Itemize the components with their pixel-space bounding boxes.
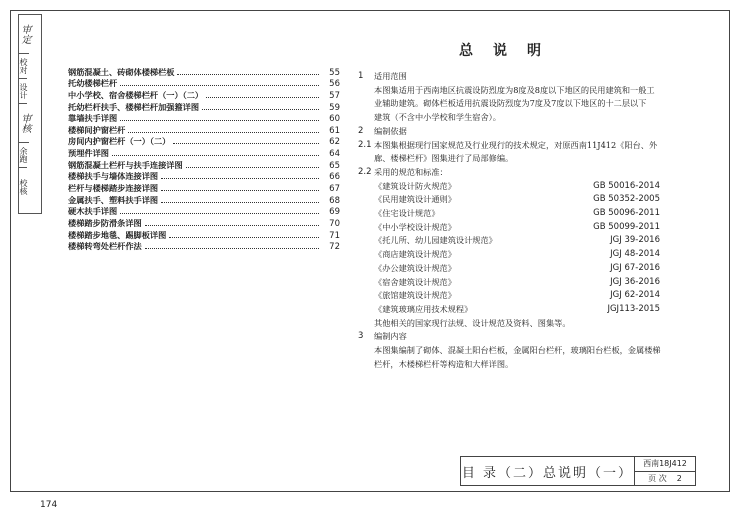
paragraph-line: 本图集适用于西南地区抗震设防烈度为8度及8度以下地区的民用建筑和一般工 bbox=[374, 84, 655, 95]
toc-leader bbox=[128, 132, 319, 133]
standard-code: JGJ 39-2016 bbox=[610, 235, 660, 246]
page-index-label: 页 次 bbox=[648, 473, 667, 483]
toc-leader bbox=[120, 120, 319, 121]
section-number: 2 bbox=[358, 125, 364, 136]
standard-name: 《住宅设计规范》 bbox=[374, 208, 440, 219]
toc-title: 托幼楼梯栏杆 bbox=[68, 78, 118, 89]
toc-leader bbox=[206, 97, 319, 98]
general-notes-heading: 总说明 bbox=[459, 43, 561, 59]
section-number: 1 bbox=[358, 71, 364, 81]
section-title: 编制内容 bbox=[374, 331, 407, 342]
paragraph-line: 建筑（不含中小学校和学生宿舍）。 bbox=[374, 112, 501, 123]
section-2-header bbox=[358, 125, 674, 139]
standard-row bbox=[358, 303, 674, 317]
toc-page: 62 bbox=[329, 137, 340, 148]
paragraph-line: 业辅助建筑。砌体栏板适用抗震设防烈度为7度及7度以下地区的十二层以下 bbox=[374, 98, 647, 109]
toc-row bbox=[68, 182, 340, 194]
page-number: 174 bbox=[40, 500, 58, 510]
standard-name: 《民用建筑设计通则》 bbox=[374, 194, 456, 205]
page-index-value: 2 bbox=[676, 473, 682, 483]
standard-code: JGJ 62-2014 bbox=[610, 290, 660, 301]
standard-name: 《托儿所、幼儿园建筑设计规范》 bbox=[374, 235, 497, 246]
toc-title: 楼梯转弯处栏杆作法 bbox=[68, 241, 142, 252]
sidebar-cell: 设计 bbox=[19, 79, 27, 104]
section-2-1 bbox=[358, 139, 674, 153]
standard-row bbox=[358, 262, 674, 276]
toc-row bbox=[68, 229, 340, 241]
toc-title: 靠墙扶手详图 bbox=[68, 113, 118, 124]
section-number: 3 bbox=[358, 331, 364, 342]
toc-page: 66 bbox=[329, 172, 340, 183]
toc-row bbox=[68, 171, 340, 183]
toc-page: 64 bbox=[329, 149, 340, 160]
toc-page: 67 bbox=[329, 184, 340, 195]
toc-row bbox=[68, 147, 340, 159]
toc-leader bbox=[145, 248, 319, 249]
toc-row bbox=[68, 217, 340, 229]
standard-code: JGJ 48-2014 bbox=[610, 249, 660, 260]
standard-name: 《商店建筑设计规范》 bbox=[374, 249, 456, 260]
standard-row bbox=[358, 248, 674, 262]
standard-code: JGJ113-2015 bbox=[607, 303, 660, 314]
toc-page: 60 bbox=[329, 114, 340, 125]
toc-row bbox=[68, 78, 340, 90]
title-block-meta bbox=[635, 457, 695, 485]
toc-row bbox=[68, 136, 340, 148]
toc-row bbox=[68, 124, 340, 136]
standard-row bbox=[358, 234, 674, 248]
sidebar-cell: 校核 bbox=[19, 179, 28, 195]
toc-title: 预埋件详图 bbox=[68, 148, 109, 159]
standard-code: GB 50352-2005 bbox=[593, 194, 660, 205]
paragraph-line: 本图集根据现行国家规范及行业现行的技术规定，对原西南11J412《阳台、外 bbox=[374, 139, 658, 150]
toc-title: 硬木扶手详图 bbox=[68, 206, 118, 217]
standard-row bbox=[358, 180, 674, 194]
standard-code: GB 50099-2011 bbox=[593, 221, 660, 232]
toc-title: 中小学校、宿舍楼梯栏杆（一）（二） bbox=[68, 89, 204, 100]
toc-title: 房间内护窗栏杆（一）（二） bbox=[68, 136, 171, 147]
page-index bbox=[635, 472, 695, 486]
toc-page: 72 bbox=[329, 242, 340, 253]
toc-page: 55 bbox=[329, 67, 340, 78]
toc-leader bbox=[177, 74, 319, 75]
toc-title: 楼梯间护窗栏杆 bbox=[68, 124, 126, 135]
section-title: 编制依据 bbox=[374, 125, 407, 136]
toc-leader bbox=[173, 143, 319, 144]
toc-leader bbox=[202, 109, 319, 110]
toc-page: 59 bbox=[329, 102, 340, 113]
standard-name: 《建筑设计防火规范》 bbox=[374, 180, 456, 191]
toc-title: 钢筋混凝土、砖砌体楼梯栏板 bbox=[68, 66, 175, 77]
sidebar-cell: 审核 bbox=[19, 104, 29, 143]
toc-leader bbox=[120, 85, 319, 86]
standard-code: GB 50096-2011 bbox=[593, 208, 660, 219]
toc-row bbox=[68, 241, 340, 253]
section-title: 采用的规范和标准： bbox=[374, 166, 448, 177]
toc-leader bbox=[161, 190, 319, 191]
table-of-contents bbox=[68, 66, 340, 252]
toc-page: 65 bbox=[329, 160, 340, 171]
toc-title: 金属扶手、塑料扶手详图 bbox=[68, 194, 159, 205]
sidebar-cell: 校对 bbox=[19, 54, 27, 79]
toc-leader bbox=[186, 167, 319, 168]
standard-code: JGJ 36-2016 bbox=[610, 276, 660, 287]
standard-code: JGJ 67-2016 bbox=[610, 262, 660, 273]
toc-page: 61 bbox=[329, 125, 340, 136]
toc-row bbox=[68, 101, 340, 113]
approval-sidebar bbox=[18, 14, 42, 214]
toc-row bbox=[68, 113, 340, 125]
paragraph-line: 其他相关的国家现行法规、设计规范及资料、图集等。 bbox=[374, 317, 571, 328]
toc-page: 68 bbox=[329, 195, 340, 206]
toc-row bbox=[68, 159, 340, 171]
toc-title: 楼梯踏步防滑条详图 bbox=[68, 217, 142, 228]
toc-leader bbox=[120, 213, 319, 214]
title-block bbox=[460, 456, 696, 486]
section-number: 2.2 bbox=[358, 166, 372, 177]
toc-leader bbox=[161, 202, 319, 203]
paragraph-line: 本图集编制了砌体、混凝土阳台栏板，金属阳台栏杆，玻璃阳台栏板，金属楼梯 bbox=[374, 345, 661, 356]
section-2-2 bbox=[358, 166, 674, 180]
section-1-header bbox=[358, 70, 674, 84]
paragraph-line: 栏杆，木楼梯栏杆等构造和大样详图。 bbox=[374, 358, 514, 369]
toc-title: 钢筋混凝土栏杆与扶手连接详图 bbox=[68, 159, 183, 170]
toc-page: 71 bbox=[329, 230, 340, 241]
drawing-title: 目 录（二）总说明（一） bbox=[461, 457, 635, 485]
sidebar-cell: 余跑 bbox=[19, 143, 27, 168]
standard-name: 《办公建筑设计规范》 bbox=[374, 262, 456, 273]
toc-row bbox=[68, 66, 340, 78]
standard-row bbox=[358, 193, 674, 207]
toc-page: 57 bbox=[329, 90, 340, 101]
standard-name: 《中小学校设计规范》 bbox=[374, 221, 456, 232]
toc-leader bbox=[161, 178, 319, 179]
general-notes bbox=[358, 70, 674, 371]
toc-leader bbox=[169, 237, 319, 238]
toc-row bbox=[68, 89, 340, 101]
toc-title: 栏杆与楼梯踏步连接详图 bbox=[68, 183, 159, 194]
toc-page: 56 bbox=[329, 79, 340, 90]
toc-page: 70 bbox=[329, 218, 340, 229]
section-3-header bbox=[358, 330, 674, 344]
toc-row bbox=[68, 194, 340, 206]
standard-row bbox=[358, 289, 674, 303]
paragraph-line: 廊、楼梯栏杆》图集进行了局部修编。 bbox=[374, 153, 514, 164]
standard-code: GB 50016-2014 bbox=[593, 180, 660, 191]
section-number: 2.1 bbox=[358, 139, 372, 150]
standard-row bbox=[358, 221, 674, 235]
toc-title: 楼梯扶手与墙体连接详图 bbox=[68, 171, 159, 182]
sidebar-cell: 审定 bbox=[19, 15, 29, 54]
toc-leader bbox=[112, 155, 319, 156]
standard-name: 《建筑玻璃应用技术规程》 bbox=[374, 303, 473, 314]
standard-name: 《旅馆建筑设计规范》 bbox=[374, 290, 456, 301]
standard-row bbox=[358, 207, 674, 221]
toc-leader bbox=[145, 225, 319, 226]
standard-row bbox=[358, 276, 674, 290]
toc-row bbox=[68, 206, 340, 218]
toc-page: 69 bbox=[329, 207, 340, 218]
section-title: 适用范围 bbox=[374, 71, 407, 81]
toc-title: 托幼栏杆扶手、楼梯栏杆加强箍详图 bbox=[68, 101, 200, 112]
toc-title: 楼梯踏步地毯、踢脚板详图 bbox=[68, 229, 167, 240]
atlas-code: 西南18J412 bbox=[635, 457, 695, 472]
standard-name: 《宿舍建筑设计规范》 bbox=[374, 276, 456, 287]
